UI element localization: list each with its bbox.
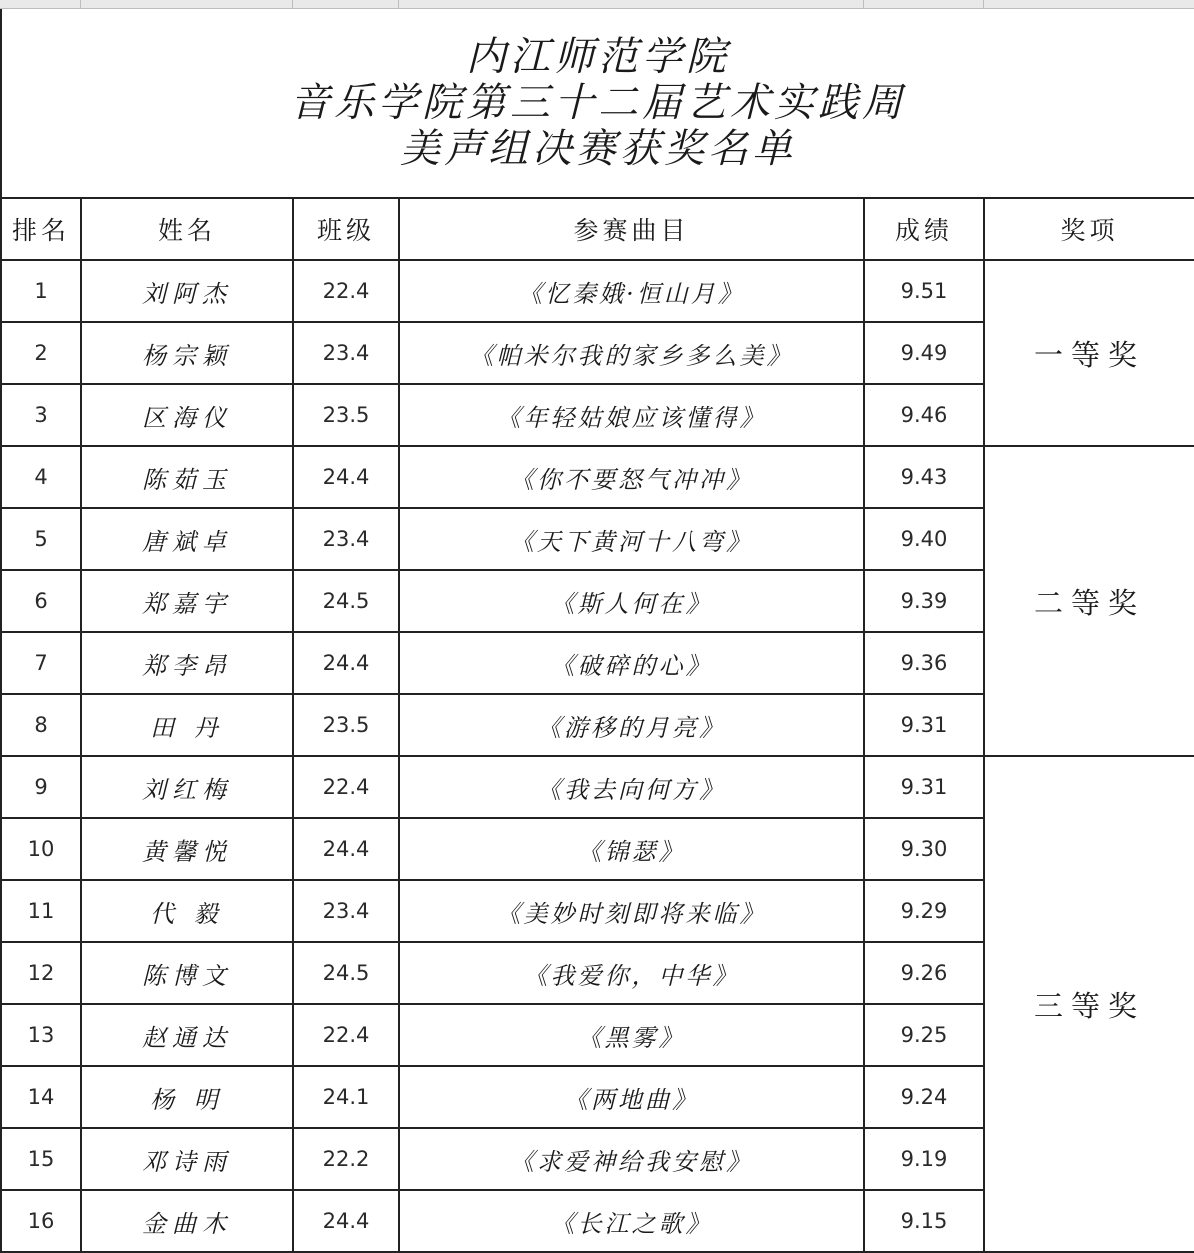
column-header-strip bbox=[0, 0, 1194, 9]
name-cell: 刘阿杰 bbox=[81, 260, 293, 322]
class-cell: 23.5 bbox=[293, 694, 399, 756]
class-cell: 24.4 bbox=[293, 446, 399, 508]
table-row bbox=[1, 260, 1194, 322]
table-row bbox=[1, 446, 1194, 508]
rank-cell: 3 bbox=[1, 384, 81, 446]
title-line-event: 音乐学院第三十二届艺术实践周 bbox=[290, 80, 906, 126]
award-third-prize: 三等奖 bbox=[984, 756, 1194, 1252]
table-row bbox=[1, 756, 1194, 818]
award-first-prize: 一等奖 bbox=[984, 260, 1194, 446]
rank-cell: 8 bbox=[1, 694, 81, 756]
class-cell: 24.5 bbox=[293, 942, 399, 1004]
song-cell: 《黑雾》 bbox=[399, 1004, 864, 1066]
class-cell: 24.5 bbox=[293, 570, 399, 632]
rank-cell: 5 bbox=[1, 508, 81, 570]
header-song: 参赛曲目 bbox=[399, 198, 864, 260]
rank-cell: 13 bbox=[1, 1004, 81, 1066]
header-rank: 排名 bbox=[1, 198, 81, 260]
song-cell: 《忆秦娥·恒山月》 bbox=[399, 260, 864, 322]
score-cell: 9.39 bbox=[864, 570, 984, 632]
song-cell: 《求爱神给我安慰》 bbox=[399, 1128, 864, 1190]
class-cell: 23.5 bbox=[293, 384, 399, 446]
song-cell: 《长江之歌》 bbox=[399, 1190, 864, 1252]
song-cell: 《我爱你，中华》 bbox=[399, 942, 864, 1004]
song-cell: 《锦瑟》 bbox=[399, 818, 864, 880]
song-cell: 《游移的月亮》 bbox=[399, 694, 864, 756]
name-cell: 杨宗颖 bbox=[81, 322, 293, 384]
score-cell: 9.30 bbox=[864, 818, 984, 880]
song-cell: 《破碎的心》 bbox=[399, 632, 864, 694]
award-second-prize: 二等奖 bbox=[984, 446, 1194, 756]
song-cell: 《年轻姑娘应该懂得》 bbox=[399, 384, 864, 446]
score-cell: 9.31 bbox=[864, 694, 984, 756]
name-cell: 陈博文 bbox=[81, 942, 293, 1004]
score-cell: 9.26 bbox=[864, 942, 984, 1004]
score-cell: 9.43 bbox=[864, 446, 984, 508]
name-cell: 赵通达 bbox=[81, 1004, 293, 1066]
name-cell: 金曲木 bbox=[81, 1190, 293, 1252]
header-class: 班级 bbox=[293, 198, 399, 260]
song-cell: 《帕米尔我的家乡多么美》 bbox=[399, 322, 864, 384]
rank-cell: 10 bbox=[1, 818, 81, 880]
header-score: 成绩 bbox=[864, 198, 984, 260]
song-cell: 《斯人何在》 bbox=[399, 570, 864, 632]
rank-cell: 12 bbox=[1, 942, 81, 1004]
score-cell: 9.49 bbox=[864, 322, 984, 384]
title-line-list: 美声组决赛获奖名单 bbox=[400, 126, 796, 172]
rank-cell: 1 bbox=[1, 260, 81, 322]
score-cell: 9.24 bbox=[864, 1066, 984, 1128]
class-cell: 23.4 bbox=[293, 508, 399, 570]
score-cell: 9.51 bbox=[864, 260, 984, 322]
class-cell: 23.4 bbox=[293, 322, 399, 384]
results-table bbox=[0, 197, 1194, 1253]
rank-cell: 11 bbox=[1, 880, 81, 942]
rank-cell: 7 bbox=[1, 632, 81, 694]
class-cell: 22.4 bbox=[293, 756, 399, 818]
score-cell: 9.25 bbox=[864, 1004, 984, 1066]
song-cell: 《我去向何方》 bbox=[399, 756, 864, 818]
rank-cell: 15 bbox=[1, 1128, 81, 1190]
header-row bbox=[1, 198, 1194, 260]
name-cell: 区海仪 bbox=[81, 384, 293, 446]
name-cell: 黄馨悦 bbox=[81, 818, 293, 880]
score-cell: 9.29 bbox=[864, 880, 984, 942]
score-cell: 9.19 bbox=[864, 1128, 984, 1190]
class-cell: 24.1 bbox=[293, 1066, 399, 1128]
song-cell: 《天下黄河十八弯》 bbox=[399, 508, 864, 570]
score-cell: 9.46 bbox=[864, 384, 984, 446]
rank-cell: 4 bbox=[1, 446, 81, 508]
score-cell: 9.40 bbox=[864, 508, 984, 570]
header-award: 奖项 bbox=[984, 198, 1194, 260]
score-cell: 9.36 bbox=[864, 632, 984, 694]
name-cell: 杨 明 bbox=[81, 1066, 293, 1128]
rank-cell: 16 bbox=[1, 1190, 81, 1252]
class-cell: 24.4 bbox=[293, 818, 399, 880]
score-cell: 9.15 bbox=[864, 1190, 984, 1252]
class-cell: 23.4 bbox=[293, 880, 399, 942]
score-cell: 9.31 bbox=[864, 756, 984, 818]
class-cell: 24.4 bbox=[293, 1190, 399, 1252]
rank-cell: 9 bbox=[1, 756, 81, 818]
name-cell: 刘红梅 bbox=[81, 756, 293, 818]
rank-cell: 2 bbox=[1, 322, 81, 384]
name-cell: 郑嘉宇 bbox=[81, 570, 293, 632]
song-cell: 《你不要怒气冲冲》 bbox=[399, 446, 864, 508]
song-cell: 《美妙时刻即将来临》 bbox=[399, 880, 864, 942]
header-name: 姓名 bbox=[81, 198, 293, 260]
title-line-school: 内江师范学院 bbox=[466, 34, 730, 80]
rank-cell: 14 bbox=[1, 1066, 81, 1128]
rank-cell: 6 bbox=[1, 570, 81, 632]
name-cell: 陈茹玉 bbox=[81, 446, 293, 508]
title-block bbox=[0, 9, 1194, 197]
name-cell: 邓诗雨 bbox=[81, 1128, 293, 1190]
name-cell: 郑李昂 bbox=[81, 632, 293, 694]
class-cell: 24.4 bbox=[293, 632, 399, 694]
class-cell: 22.4 bbox=[293, 1004, 399, 1066]
name-cell: 代 毅 bbox=[81, 880, 293, 942]
song-cell: 《两地曲》 bbox=[399, 1066, 864, 1128]
name-cell: 唐斌卓 bbox=[81, 508, 293, 570]
name-cell: 田 丹 bbox=[81, 694, 293, 756]
class-cell: 22.2 bbox=[293, 1128, 399, 1190]
class-cell: 22.4 bbox=[293, 260, 399, 322]
